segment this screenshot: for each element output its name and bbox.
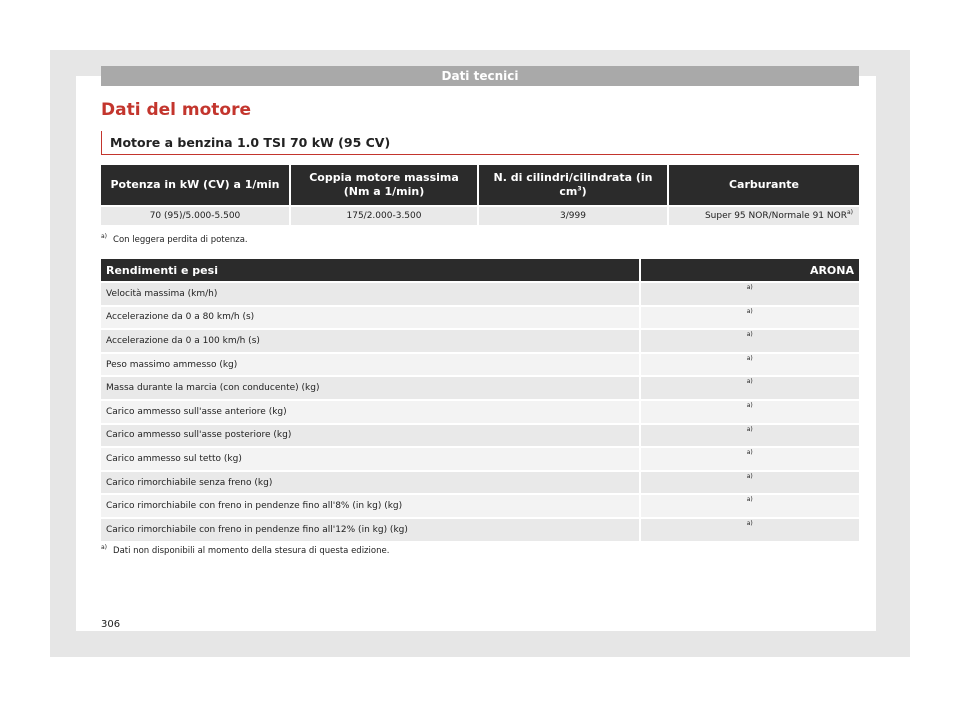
performance-header-label: Rendimenti e pesi — [101, 259, 639, 281]
footnote-ref: a) — [746, 472, 753, 480]
table-row — [101, 517, 859, 541]
performance-label: Carico rimorchiabile con freno in pendenze fino all'12% (in kg) (kg) — [101, 517, 639, 541]
engine-header-cell — [479, 165, 667, 205]
footnote-ref: a) — [746, 284, 753, 291]
table-row — [101, 328, 859, 352]
footnote-ref: a) — [746, 496, 753, 504]
performance-value — [641, 281, 859, 305]
performance-label: Carico ammesso sul tetto (kg) — [101, 446, 639, 470]
performance-label: Carico ammesso sull'asse anteriore (kg) — [101, 399, 639, 423]
footnote-text: Con leggera perdita di potenza. — [113, 235, 248, 245]
engine-cell-text: Super 95 NOR/Normale 91 NOR — [704, 211, 847, 221]
table-row — [101, 205, 859, 225]
engine-cell — [669, 205, 859, 225]
performance-label: Velocità massima (km/h) — [101, 281, 639, 305]
performance-table — [99, 259, 861, 541]
footnote — [101, 235, 248, 245]
performance-value — [641, 517, 859, 541]
footnote-marker: a) — [101, 544, 108, 552]
footnote-ref: a) — [746, 354, 753, 362]
engine-header-cell: Coppia motore massima (Nm a 1/min) — [291, 165, 477, 205]
performance-header-model: ARONA — [641, 259, 859, 281]
engine-header-cell: Carburante — [669, 165, 859, 205]
performance-value — [641, 305, 859, 329]
page-number: 306 — [101, 619, 121, 630]
engine-table — [99, 165, 861, 225]
table-row — [101, 470, 859, 494]
footnote — [101, 546, 389, 556]
table-row — [101, 493, 859, 517]
table-row — [101, 399, 859, 423]
footnote-marker: a) — [101, 233, 108, 241]
table-row — [101, 352, 859, 376]
chapter-header: Dati tecnici — [101, 66, 859, 86]
engine-cell: 70 (95)/5.000-5.500 — [101, 205, 289, 225]
performance-value — [641, 423, 859, 447]
footnote-ref: a) — [846, 209, 853, 216]
table-row — [101, 375, 859, 399]
footnote-ref: a) — [746, 331, 753, 339]
table-row — [101, 423, 859, 447]
footnote-text: Dati non disponibili al momento della stesura di questa edizione. — [113, 546, 390, 556]
performance-label: Accelerazione da 0 a 100 km/h (s) — [101, 328, 639, 352]
superscript: 3 — [577, 185, 582, 193]
performance-value — [641, 470, 859, 494]
table-row — [101, 281, 859, 305]
engine-header-text: N. di cilindri/cilindrata (in cm — [493, 171, 653, 198]
performance-table-header — [101, 259, 859, 281]
performance-label: Massa durante la marcia (con conducente) (kg) — [101, 375, 639, 399]
table-row — [101, 305, 859, 329]
table-row — [101, 446, 859, 470]
footnote-ref: a) — [746, 519, 753, 527]
section-title: Dati del motore — [101, 100, 252, 120]
performance-label: Carico rimorchiabile con freno in pendenze fino all'8% (in kg) (kg) — [101, 493, 639, 517]
footnote-ref: a) — [746, 401, 753, 409]
subsection-heading — [101, 131, 859, 155]
engine-table-header — [101, 165, 859, 205]
performance-value — [641, 352, 859, 376]
performance-label: Accelerazione da 0 a 80 km/h (s) — [101, 305, 639, 329]
footnote-ref: a) — [746, 449, 753, 457]
performance-value — [641, 446, 859, 470]
performance-label: Carico rimorchiabile senza freno (kg) — [101, 470, 639, 494]
engine-cell: 175/2.000-3.500 — [291, 205, 477, 225]
engine-header-text: ) — [581, 185, 587, 198]
subsection-title: Motore a benzina 1.0 TSI 70 kW (95 CV) — [110, 135, 391, 150]
engine-header-cell: Potenza in kW (CV) a 1/min — [101, 165, 289, 205]
footnote-ref: a) — [746, 425, 753, 433]
footnote-ref: a) — [746, 307, 753, 315]
footnote-ref: a) — [746, 378, 753, 386]
engine-cell: 3/999 — [479, 205, 667, 225]
performance-value — [641, 399, 859, 423]
performance-label: Peso massimo ammesso (kg) — [101, 352, 639, 376]
performance-value — [641, 328, 859, 352]
performance-value — [641, 493, 859, 517]
performance-value — [641, 375, 859, 399]
performance-label: Carico ammesso sull'asse posteriore (kg) — [101, 423, 639, 447]
